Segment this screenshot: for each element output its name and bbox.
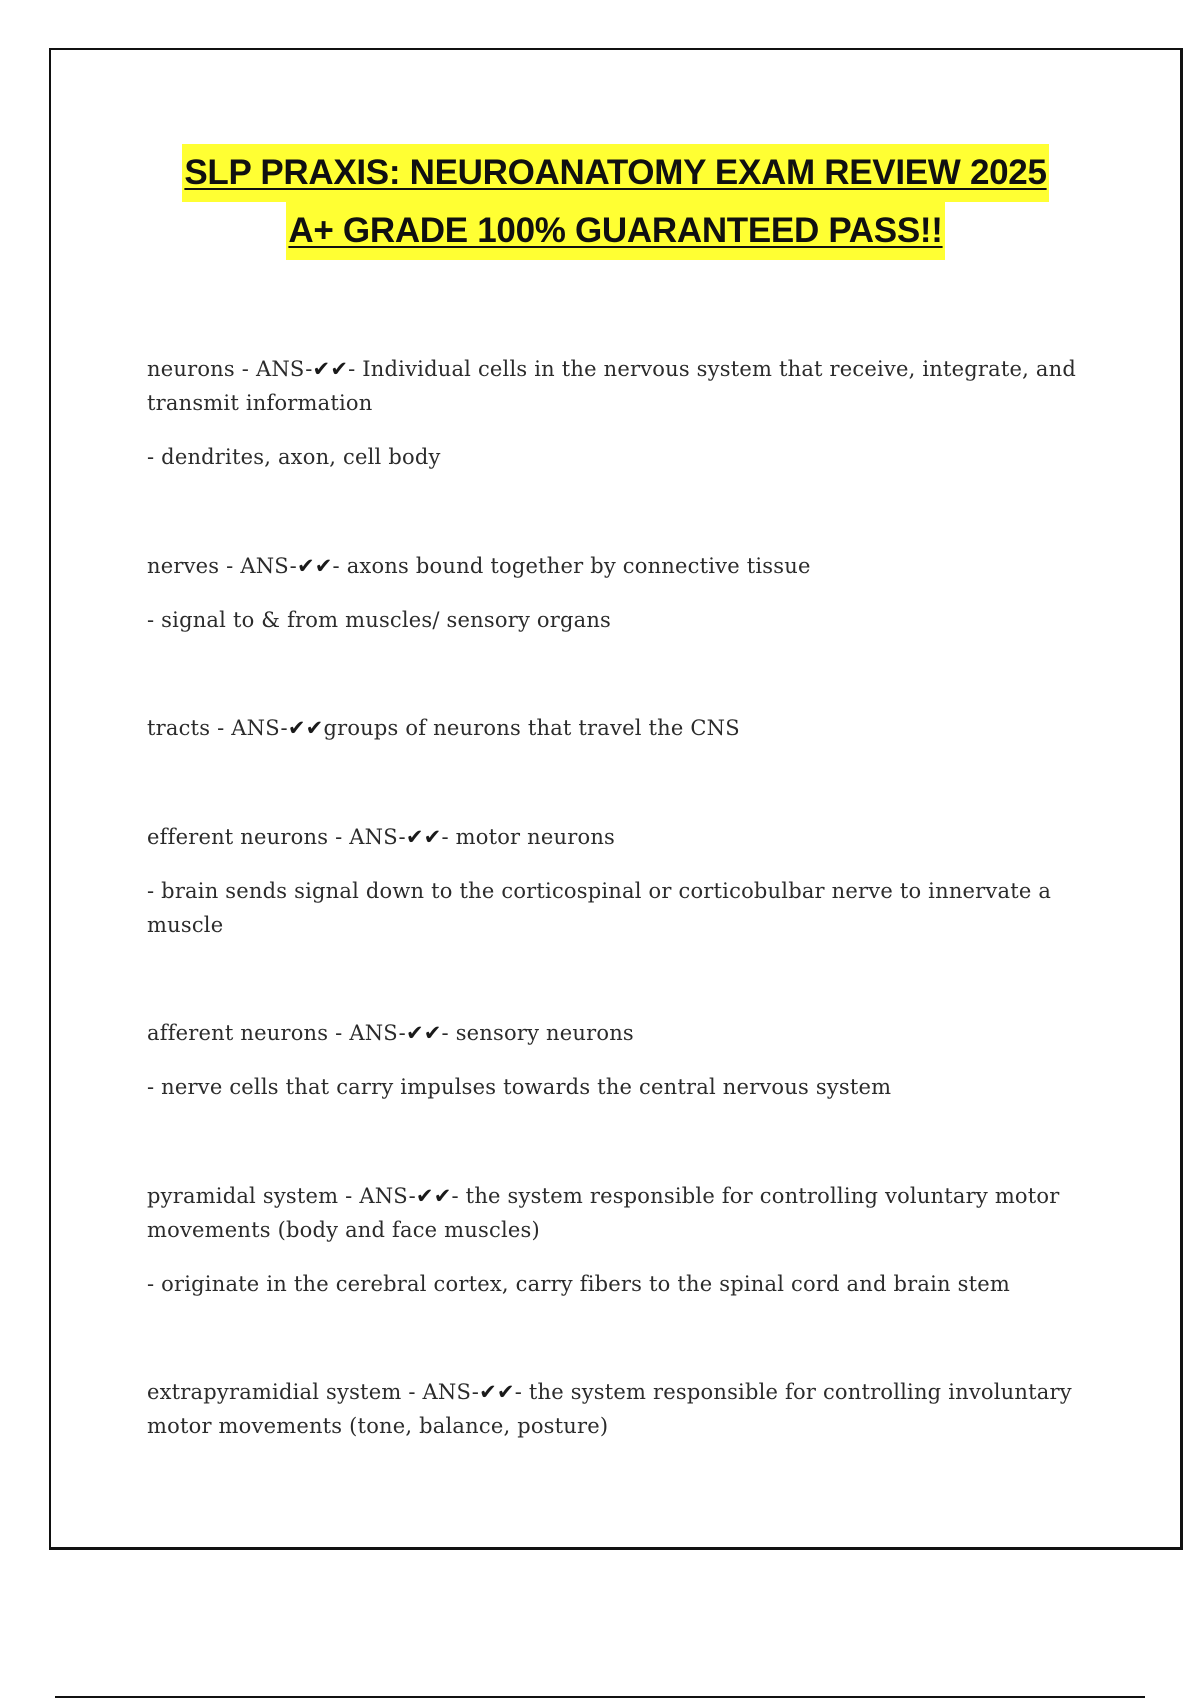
term: efferent neurons <box>147 825 329 849</box>
separator: - <box>217 716 225 740</box>
entry-afferent-neurons <box>147 1016 1132 1104</box>
entry-pyramidal-system <box>147 1179 1132 1301</box>
separator: - <box>241 357 250 381</box>
separator: - <box>345 1184 353 1208</box>
entry-efferent-neurons <box>147 820 1132 942</box>
double-check-icon: ✔✔ <box>312 357 349 381</box>
ans-label: ANS- <box>349 825 406 849</box>
entry-definition-line <box>147 1016 1132 1050</box>
definition: - the system responsible for controlling involuntary motor movements (tone, balance, posture) <box>147 1380 1072 1438</box>
entry-extrapyramidial-system <box>147 1375 1132 1443</box>
entry-detail: - brain sends signal down to the corticospinal or corticobulbar nerve to innervate a muscle <box>147 879 1052 937</box>
separator: - <box>226 554 234 578</box>
double-check-icon: ✔✔ <box>287 716 324 740</box>
title-line-2: A+ GRADE 100% GUARANTEED PASS!! <box>286 202 944 260</box>
double-check-icon: ✔✔ <box>479 1380 515 1404</box>
ans-label: ANS- <box>240 554 297 578</box>
definition: - axons bound together by connective tissue <box>332 554 811 578</box>
entry-definition-line <box>147 352 1132 420</box>
entry-detail: - signal to & from muscles/ sensory organs <box>147 608 612 632</box>
double-check-icon: ✔✔ <box>415 1184 452 1208</box>
document-title <box>51 144 1180 260</box>
entry-definition-line <box>147 1179 1132 1247</box>
footer-divider <box>55 1696 1145 1698</box>
definition: groups of neurons that travel the CNS <box>323 716 740 740</box>
definition: - sensory neurons <box>441 1021 634 1045</box>
term: afferent neurons <box>147 1021 329 1045</box>
entry-nerves <box>147 549 1132 637</box>
ans-label: ANS- <box>255 357 313 381</box>
separator: - <box>335 1021 343 1045</box>
entry-detail: - dendrites, axon, cell body <box>147 445 441 469</box>
definition: - the system responsible for controlling voluntary motor movements (body and face muscles) <box>147 1184 1060 1242</box>
entry-detail: - nerve cells that carry impulses towards the central nervous system <box>147 1075 892 1099</box>
definition: - motor neurons <box>441 825 616 849</box>
term: neurons <box>147 357 235 381</box>
term: extrapyramidial system <box>147 1380 402 1404</box>
entry-definition-line <box>147 820 1132 854</box>
double-check-icon: ✔✔ <box>296 554 333 578</box>
separator: - <box>408 1380 416 1404</box>
ans-label: ANS- <box>231 716 288 740</box>
term: tracts <box>147 716 211 740</box>
double-check-icon: ✔✔ <box>405 1021 442 1045</box>
title-line-1: SLP PRAXIS: NEUROANATOMY EXAM REVIEW 2025 <box>182 144 1048 202</box>
term: pyramidal system <box>147 1184 339 1208</box>
entry-definition-line <box>147 1375 1132 1443</box>
entry-definition-line <box>147 549 1132 583</box>
entry-definition-line <box>147 711 1132 745</box>
term: nerves <box>147 554 220 578</box>
entry-detail: - originate in the cerebral cortex, carry fibers to the spinal cord and brain stem <box>147 1272 1010 1296</box>
entry-tracts <box>147 711 1132 745</box>
entry-neurons <box>147 352 1132 474</box>
ans-label: ANS- <box>359 1184 416 1208</box>
ans-label: ANS- <box>422 1380 480 1404</box>
separator: - <box>335 825 343 849</box>
page-frame <box>49 48 1183 1550</box>
double-check-icon: ✔✔ <box>405 825 442 849</box>
ans-label: ANS- <box>349 1021 406 1045</box>
definition: - Individual cells in the nervous system that receive, integrate, and transmit information <box>147 357 1076 415</box>
